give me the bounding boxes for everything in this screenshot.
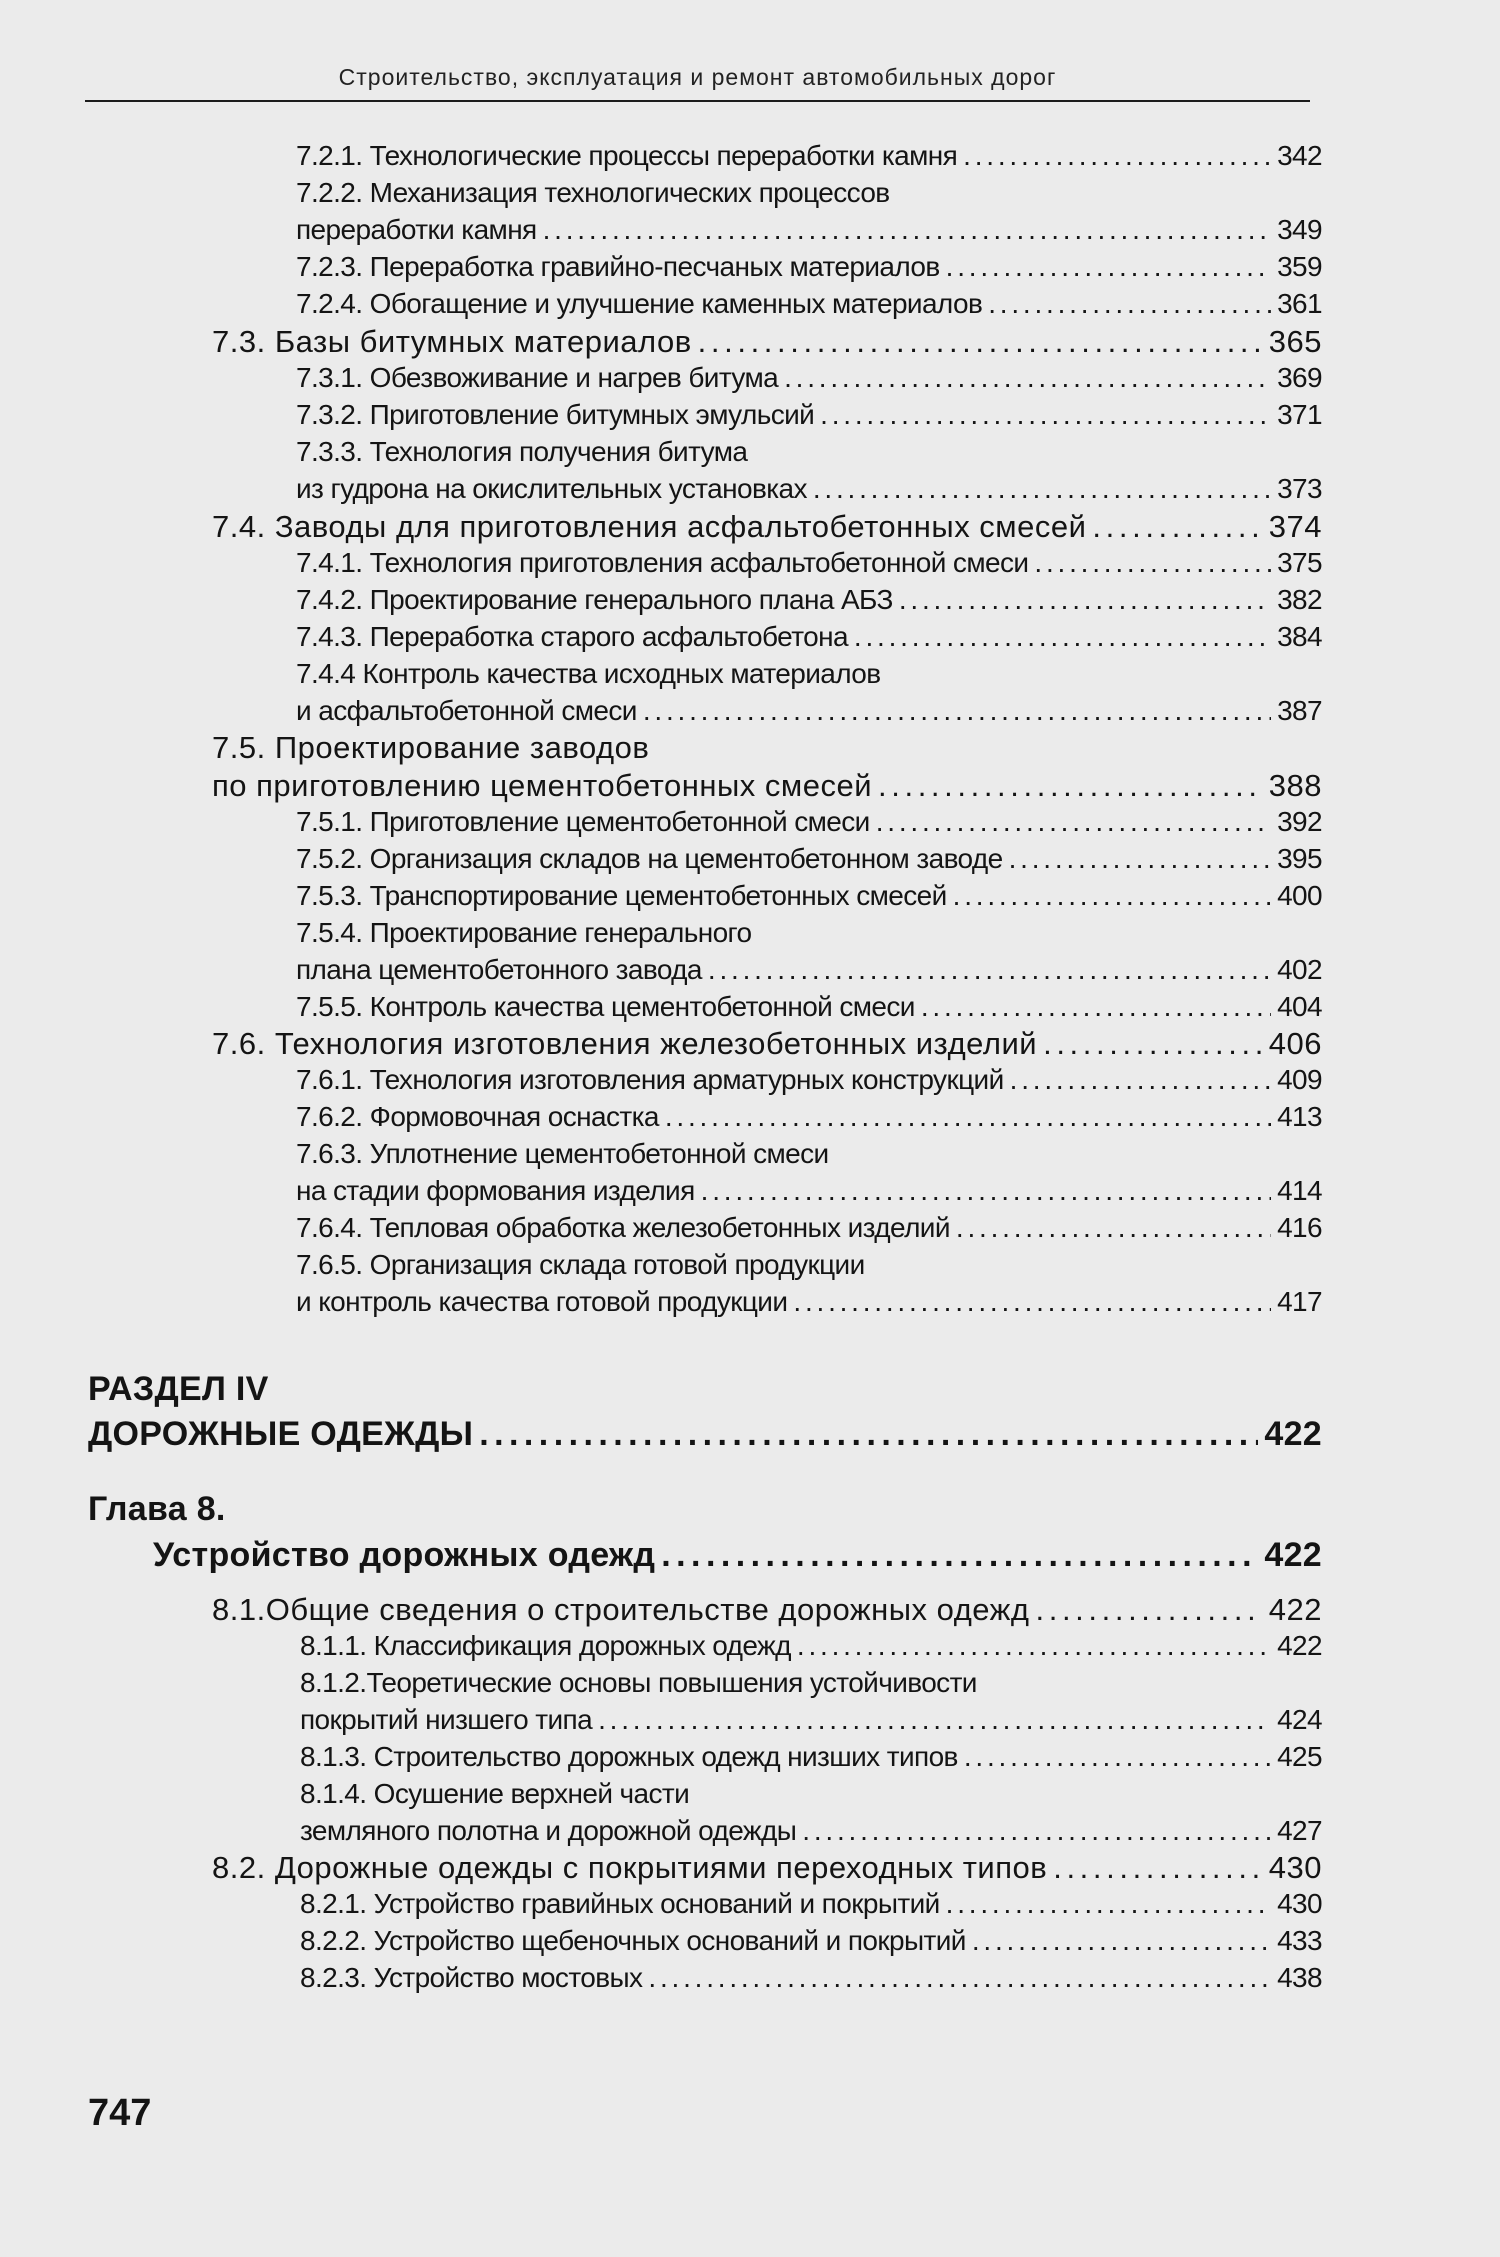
toc-entry-page: 416 bbox=[1277, 1212, 1322, 1243]
dot-leader bbox=[946, 1888, 1271, 1920]
dot-leader bbox=[1092, 509, 1262, 545]
dot-leader bbox=[1053, 1850, 1263, 1886]
toc-entry-title: 7.5.5. Контроль качества цементобетонной смеси bbox=[296, 991, 915, 1022]
toc-entry-title: переработки камня bbox=[296, 214, 537, 245]
toc-entry-title: 7.6.1. Технология изготовления арматурных конструкций bbox=[296, 1064, 1004, 1095]
dot-leader bbox=[899, 584, 1271, 616]
dot-leader bbox=[972, 1925, 1271, 1957]
toc-entry-title: плана цементобетонного завода bbox=[296, 954, 702, 985]
dot-leader bbox=[648, 1962, 1271, 1994]
toc-entry-page: 382 bbox=[1277, 584, 1322, 615]
toc-entry-page: 373 bbox=[1277, 473, 1322, 504]
toc-entry-7-5-5[interactable] bbox=[296, 991, 1322, 1023]
toc-entry-page: 422 bbox=[1277, 1630, 1322, 1661]
toc-entry-7-2-1[interactable] bbox=[296, 140, 1322, 172]
toc-entry-page: 349 bbox=[1277, 214, 1322, 245]
toc-entry-title: 7.2.3. Переработка гравийно-песчаных материалов bbox=[296, 251, 940, 282]
chapter-heading-label: Глава 8. bbox=[88, 1490, 226, 1528]
toc-entry-title: земляного полотна и дорожной одежды bbox=[300, 1815, 797, 1846]
toc-entry-7-3-2[interactable] bbox=[296, 399, 1322, 431]
header-rule bbox=[85, 100, 1310, 102]
toc-entry-page: 402 bbox=[1277, 954, 1322, 985]
toc-entry-8-2-2[interactable] bbox=[300, 1925, 1322, 1957]
toc-entry-7-4-3[interactable] bbox=[296, 621, 1322, 653]
toc-entry-7-6-5-first-line: 7.6.5. Организация склада готовой продукции bbox=[296, 1249, 865, 1280]
toc-entry-page: 417 bbox=[1277, 1286, 1322, 1317]
toc-entry-7-6-5[interactable] bbox=[296, 1286, 1322, 1318]
toc-entry-7-6-2[interactable] bbox=[296, 1101, 1322, 1133]
toc-entry-page: 400 bbox=[1277, 880, 1322, 911]
toc-entry-title: 7.4. Заводы для приготовления асфальтобетонных смесей bbox=[212, 509, 1087, 544]
toc-entry-part-4[interactable] bbox=[88, 1415, 1322, 1454]
dot-leader bbox=[479, 1415, 1258, 1454]
toc-entry-7-5-4-first-line: 7.5.4. Проектирование генерального bbox=[296, 917, 752, 948]
toc-entry-title: 7.5.1. Приготовление цементобетонной смеси bbox=[296, 806, 870, 837]
toc-entry-title: 7.6. Технология изготовления железобетонных изделий bbox=[212, 1026, 1038, 1061]
dot-leader bbox=[661, 1536, 1258, 1575]
toc-entry-title: 7.4.2. Проектирование генерального плана АБЗ bbox=[296, 584, 893, 615]
toc-entry-title: 8.2.3. Устройство мостовых bbox=[300, 1962, 643, 1993]
toc-entry-7-3-3[interactable] bbox=[296, 473, 1322, 505]
toc-entry-7-4-4-first-line: 7.4.4 Контроль качества исходных материалов bbox=[296, 658, 881, 689]
toc-entry-title: Устройство дорожных одежд bbox=[153, 1536, 656, 1574]
toc-entry-page: 438 bbox=[1277, 1962, 1322, 1993]
dot-leader bbox=[802, 1815, 1271, 1847]
dot-leader bbox=[964, 1741, 1271, 1773]
dot-leader bbox=[701, 1175, 1271, 1207]
toc-entry-7-2-3[interactable] bbox=[296, 251, 1322, 283]
toc-entry-page: 430 bbox=[1277, 1888, 1322, 1919]
toc-entry-title: 7.5.2. Организация складов на цементобетонном заводе bbox=[296, 843, 1003, 874]
toc-entry-title: покрытий низшего типа bbox=[300, 1704, 593, 1735]
toc-entry-title: 7.4.1. Технология приготовления асфальтобетонной смеси bbox=[296, 547, 1029, 578]
part-heading-label: РАЗДЕЛ IV bbox=[88, 1370, 269, 1408]
dot-leader bbox=[988, 288, 1271, 320]
toc-entry-page: 384 bbox=[1277, 621, 1322, 652]
toc-entry-page: 414 bbox=[1277, 1175, 1322, 1206]
toc-entry-page: 422 bbox=[1264, 1536, 1322, 1574]
toc-entry-7-6-3[interactable] bbox=[296, 1175, 1322, 1207]
dot-leader bbox=[946, 251, 1271, 283]
toc-entry-8-1-1[interactable] bbox=[300, 1630, 1322, 1662]
toc-entry-8-1-4-first-line: 8.1.4. Осушение верхней части bbox=[300, 1778, 690, 1809]
toc-entry-page: 342 bbox=[1277, 140, 1322, 171]
toc-entry-7-5-2[interactable] bbox=[296, 843, 1322, 875]
toc-entry-title: 7.6.2. Формовочная оснастка bbox=[296, 1101, 659, 1132]
toc-entry-7-6-4[interactable] bbox=[296, 1212, 1322, 1244]
toc-entry-7-2-2-first-line: 7.2.2. Механизация технологических процессов bbox=[296, 177, 890, 208]
toc-entry-7-5-3[interactable] bbox=[296, 880, 1322, 912]
toc-entry-title: 8.1.3. Строительство дорожных одежд низших типов bbox=[300, 1741, 958, 1772]
toc-entry-title: 8.2.2. Устройство щебеночных оснований и покрытий bbox=[300, 1925, 966, 1956]
toc-entry-8-1-3[interactable] bbox=[300, 1741, 1322, 1773]
toc-entry-page: 361 bbox=[1277, 288, 1322, 319]
toc-entry-title: и асфальтобетонной смеси bbox=[296, 695, 637, 726]
toc-entry-page: 371 bbox=[1277, 399, 1322, 430]
dot-leader bbox=[698, 324, 1263, 360]
toc-entry-title: 7.5.3. Транспортирование цементобетонных смесей bbox=[296, 880, 947, 911]
toc-entry-7-2-2[interactable] bbox=[296, 214, 1322, 246]
toc-entry-title: 7.2.4. Обогащение и улучшение каменных материалов bbox=[296, 288, 983, 319]
toc-entry-title: из гудрона на окислительных установках bbox=[296, 473, 807, 504]
toc-entry-title: 7.3.1. Обезвоживание и нагрев битума bbox=[296, 362, 779, 393]
toc-entry-7-4-2[interactable] bbox=[296, 584, 1322, 616]
running-head: Строительство, эксплуатация и ремонт автомобильных дорог bbox=[338, 64, 1057, 90]
toc-entry-8-1-2[interactable] bbox=[300, 1704, 1322, 1736]
dot-leader bbox=[921, 991, 1271, 1023]
dot-leader bbox=[1036, 1592, 1263, 1628]
toc-entry-7-5-4[interactable] bbox=[296, 954, 1322, 986]
toc-entry-title: ДОРОЖНЫЕ ОДЕЖДЫ bbox=[88, 1415, 474, 1453]
toc-entry-8-1-2-first-line: 8.1.2.Теоретические основы повышения устойчивости bbox=[300, 1667, 977, 1698]
toc-entry-page: 409 bbox=[1277, 1064, 1322, 1095]
toc-entry-title: 7.4.3. Переработка старого асфальтобетона bbox=[296, 621, 848, 652]
dot-leader bbox=[878, 768, 1263, 804]
toc-entry-7-4-1[interactable] bbox=[296, 547, 1322, 579]
toc-entry-8-1[interactable] bbox=[212, 1592, 1322, 1628]
toc-entry-title: 8.2. Дорожные одежды с покрытиями переходных типов bbox=[212, 1850, 1048, 1885]
toc-entry-page: 369 bbox=[1277, 362, 1322, 393]
toc-entry-7-6-1[interactable] bbox=[296, 1064, 1322, 1096]
toc-entry-7-6[interactable] bbox=[212, 1026, 1322, 1062]
dot-leader bbox=[953, 880, 1271, 912]
toc-entry-title: на стадии формования изделия bbox=[296, 1175, 695, 1206]
dot-leader bbox=[665, 1101, 1271, 1133]
toc-entry-8-2[interactable] bbox=[212, 1850, 1322, 1886]
toc-entry-7-6-3-first-line: 7.6.3. Уплотнение цементобетонной смеси bbox=[296, 1138, 829, 1169]
toc-entry-page: 365 bbox=[1268, 324, 1322, 359]
toc-entry-page: 413 bbox=[1277, 1101, 1322, 1132]
toc-entry-title: по приготовлению цементобетонных смесей bbox=[212, 768, 873, 803]
toc-entry-title: 7.3.2. Приготовление битумных эмульсий bbox=[296, 399, 815, 430]
dot-leader bbox=[956, 1212, 1271, 1244]
toc-entry-page: 375 bbox=[1277, 547, 1322, 578]
dot-leader bbox=[963, 140, 1271, 172]
toc-entry-title: 8.1.1. Классификация дорожных одежд bbox=[300, 1630, 791, 1661]
toc-entry-7-5-first-line: 7.5. Проектирование заводов bbox=[212, 730, 650, 765]
dot-leader bbox=[543, 214, 1271, 246]
toc-entry-page: 422 bbox=[1268, 1592, 1322, 1627]
dot-leader bbox=[876, 806, 1271, 838]
dot-leader bbox=[598, 1704, 1271, 1736]
toc-entry-7-2-4[interactable] bbox=[296, 288, 1322, 320]
toc-entry-page: 425 bbox=[1277, 1741, 1322, 1772]
dot-leader bbox=[1043, 1026, 1263, 1062]
dot-leader bbox=[643, 695, 1271, 727]
dot-leader bbox=[1010, 1064, 1271, 1096]
toc-entry-7-5-1[interactable] bbox=[296, 806, 1322, 838]
toc-entry-page: 392 bbox=[1277, 806, 1322, 837]
toc-entry-chapter-8[interactable] bbox=[153, 1536, 1322, 1575]
dot-leader bbox=[708, 954, 1271, 986]
page-number: 747 bbox=[88, 2092, 152, 2134]
toc-entry-7-5[interactable] bbox=[212, 768, 1322, 804]
toc-entry-page: 430 bbox=[1268, 1850, 1322, 1885]
toc-entry-8-2-3[interactable] bbox=[300, 1962, 1322, 1994]
toc-entry-title: 7.3. Базы битумных материалов bbox=[212, 324, 692, 359]
toc-entry-7-4[interactable] bbox=[212, 509, 1322, 545]
toc-entry-8-1-4[interactable] bbox=[300, 1815, 1322, 1847]
toc-entry-title: и контроль качества готовой продукции bbox=[296, 1286, 788, 1317]
toc-entry-page: 404 bbox=[1277, 991, 1322, 1022]
toc-entry-7-3-3-first-line: 7.3.3. Технология получения битума bbox=[296, 436, 748, 467]
dot-leader bbox=[1034, 547, 1271, 579]
toc-entry-page: 427 bbox=[1277, 1815, 1322, 1846]
dot-leader bbox=[820, 399, 1271, 431]
toc-entry-7-3-1[interactable] bbox=[296, 362, 1322, 394]
toc-entry-page: 359 bbox=[1277, 251, 1322, 282]
toc-entry-title: 8.1.Общие сведения о строительстве дорожных одежд bbox=[212, 1592, 1030, 1627]
toc-entry-7-4-4[interactable] bbox=[296, 695, 1322, 727]
toc-entry-page: 406 bbox=[1268, 1026, 1322, 1061]
toc-entry-page: 424 bbox=[1277, 1704, 1322, 1735]
toc-entry-page: 433 bbox=[1277, 1925, 1322, 1956]
dot-leader bbox=[784, 362, 1271, 394]
dot-leader bbox=[854, 621, 1271, 653]
toc-entry-page: 387 bbox=[1277, 695, 1322, 726]
toc-entry-page: 374 bbox=[1268, 509, 1322, 544]
toc-entry-page: 422 bbox=[1264, 1415, 1322, 1453]
toc-entry-title: 7.6.4. Тепловая обработка железобетонных изделий bbox=[296, 1212, 950, 1243]
dot-leader bbox=[813, 473, 1271, 505]
toc-entry-8-2-1[interactable] bbox=[300, 1888, 1322, 1920]
dot-leader bbox=[793, 1286, 1271, 1318]
dot-leader bbox=[1009, 843, 1271, 875]
toc-entry-title: 8.2.1. Устройство гравийных оснований и покрытий bbox=[300, 1888, 940, 1919]
toc-entry-page: 395 bbox=[1277, 843, 1322, 874]
toc-entry-page: 388 bbox=[1268, 768, 1322, 803]
toc-entry-7-3[interactable] bbox=[212, 324, 1322, 360]
dot-leader bbox=[797, 1630, 1271, 1662]
toc-entry-title: 7.2.1. Технологические процессы переработки камня bbox=[296, 140, 958, 171]
